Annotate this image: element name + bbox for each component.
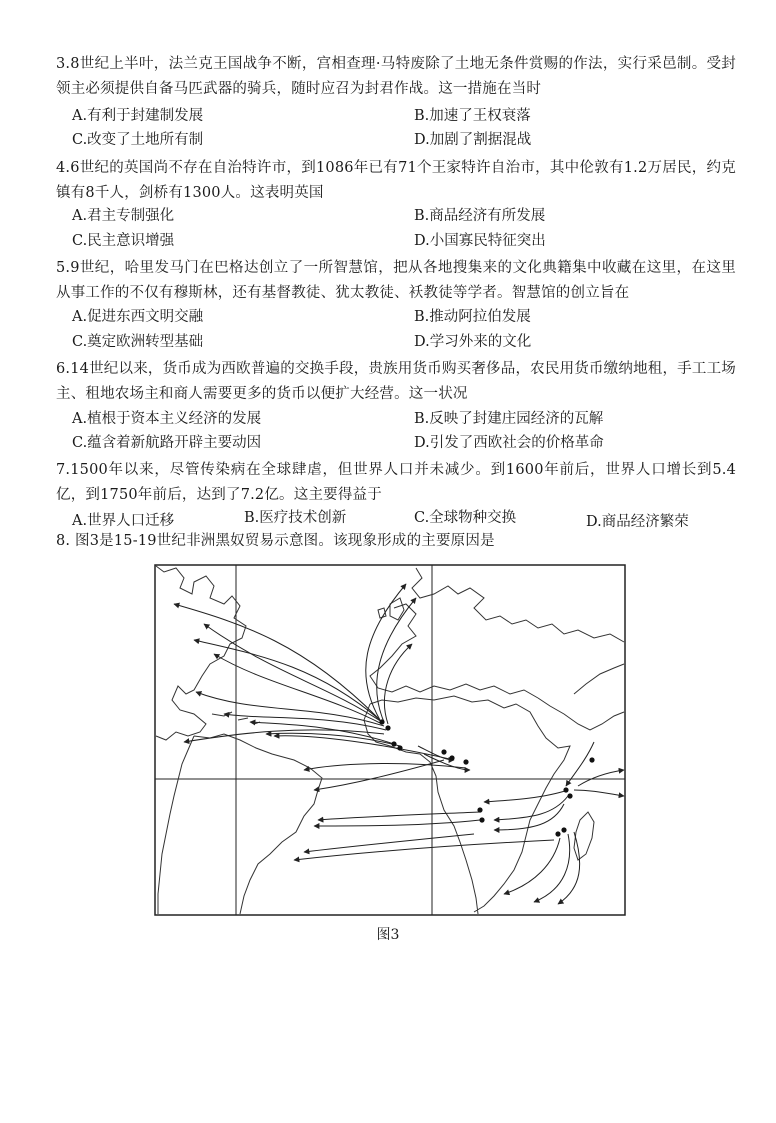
port-dot [563, 787, 568, 792]
port-dot [479, 817, 484, 822]
question-3-stem: 3.8世纪上半叶，法兰克王国战争不断，宫相查理·马特废除了土地无条件赏赐的作法，实行采邑制。受封领主必须提供自备马匹武器的骑兵，随时应召为封君作战。这一措施在当时 [56, 56, 736, 97]
map-svg [154, 564, 626, 916]
port-dot [567, 793, 572, 798]
question-4-option-b: B.商品经济有所发展 [414, 208, 546, 224]
question-6-stem: 6.14世纪以来，货币成为西欧普遍的交换手段，贵族用货币购买奢侈品，农民用货币缴纳地租，手工工场主、租地农场主和商人需要更多的货币以便扩大经营。这一状况 [56, 361, 736, 402]
question-7-option-a: A.世界人口迁移 [72, 513, 175, 529]
port-dot [379, 719, 384, 724]
slave-trade-map [154, 564, 626, 916]
question-7-option-c: C.全球物种交换 [414, 510, 517, 526]
question-4-option-a: A.君主专制强化 [72, 208, 175, 224]
question-5-option-a: A.促进东西文明交融 [72, 309, 204, 325]
question-8-stem: 8. 图3是15-19世纪非洲黑奴贸易示意图。该现象形成的主要原因是 [56, 533, 495, 549]
port-dot [555, 831, 560, 836]
question-6-option-b: B.反映了封建庄园经济的瓦解 [414, 411, 604, 427]
port-dot [477, 807, 482, 812]
question-4-stem: 4.6世纪的英国尚不存在自治特许市，到1086年已有71个王家特许自治市，其中伦敦有1.2万居民，约克镇有8千人，剑桥有1300人。这表明英国 [56, 160, 736, 201]
question-5-stem: 5.9世纪，哈里发马门在巴格达创立了一所智慧馆，把从各地搜集来的文化典籍集中收藏在这里，在这里从事工作的不仅有穆斯林，还有基督教徒、犹太教徒、袄教徒等学者。智慧馆的创立旨在 [56, 260, 736, 301]
port-dot [463, 759, 468, 764]
question-6-option-c: C.蕴含着新航路开辟主要动因 [72, 435, 262, 451]
port-dot [441, 749, 446, 754]
port-dot [385, 725, 390, 730]
port-dot [397, 745, 402, 750]
question-7-option-b: B.医疗技术创新 [244, 510, 347, 526]
question-5-option-d: D.学习外来的文化 [414, 334, 532, 350]
question-5-option-b: B.推动阿拉伯发展 [414, 309, 531, 325]
question-3-option-a: A.有利于封建制发展 [72, 108, 204, 124]
question-3-option-b: B.加速了王权衰落 [414, 108, 531, 124]
port-dot [449, 755, 454, 760]
question-4-option-c: C.民主意识增强 [72, 233, 175, 249]
question-6-option-a: A.植根于资本主义经济的发展 [72, 411, 262, 427]
figure-caption: 图3 [376, 927, 400, 943]
question-3-option-c: C.改变了土地所有制 [72, 132, 204, 148]
question-7-option-d: D.商品经济繁荣 [586, 514, 689, 530]
question-3-option-d: D.加剧了割据混战 [414, 132, 532, 148]
port-dot [561, 827, 566, 832]
question-4-option-d: D.小国寡民特征突出 [414, 233, 546, 249]
question-6-option-d: D.引发了西欧社会的价格革命 [414, 435, 604, 451]
port-dot [589, 757, 594, 762]
map-frame [155, 565, 625, 915]
question-5-option-c: C.奠定欧洲转型基础 [72, 334, 204, 350]
port-dot [391, 741, 396, 746]
question-7-stem: 7.1500年以来，尽管传染病在全球肆虐，但世界人口并未减少。到1600年前后，世界人口增长到5.4亿，到1750年前后，达到了7.2亿。这主要得益于 [56, 462, 736, 503]
